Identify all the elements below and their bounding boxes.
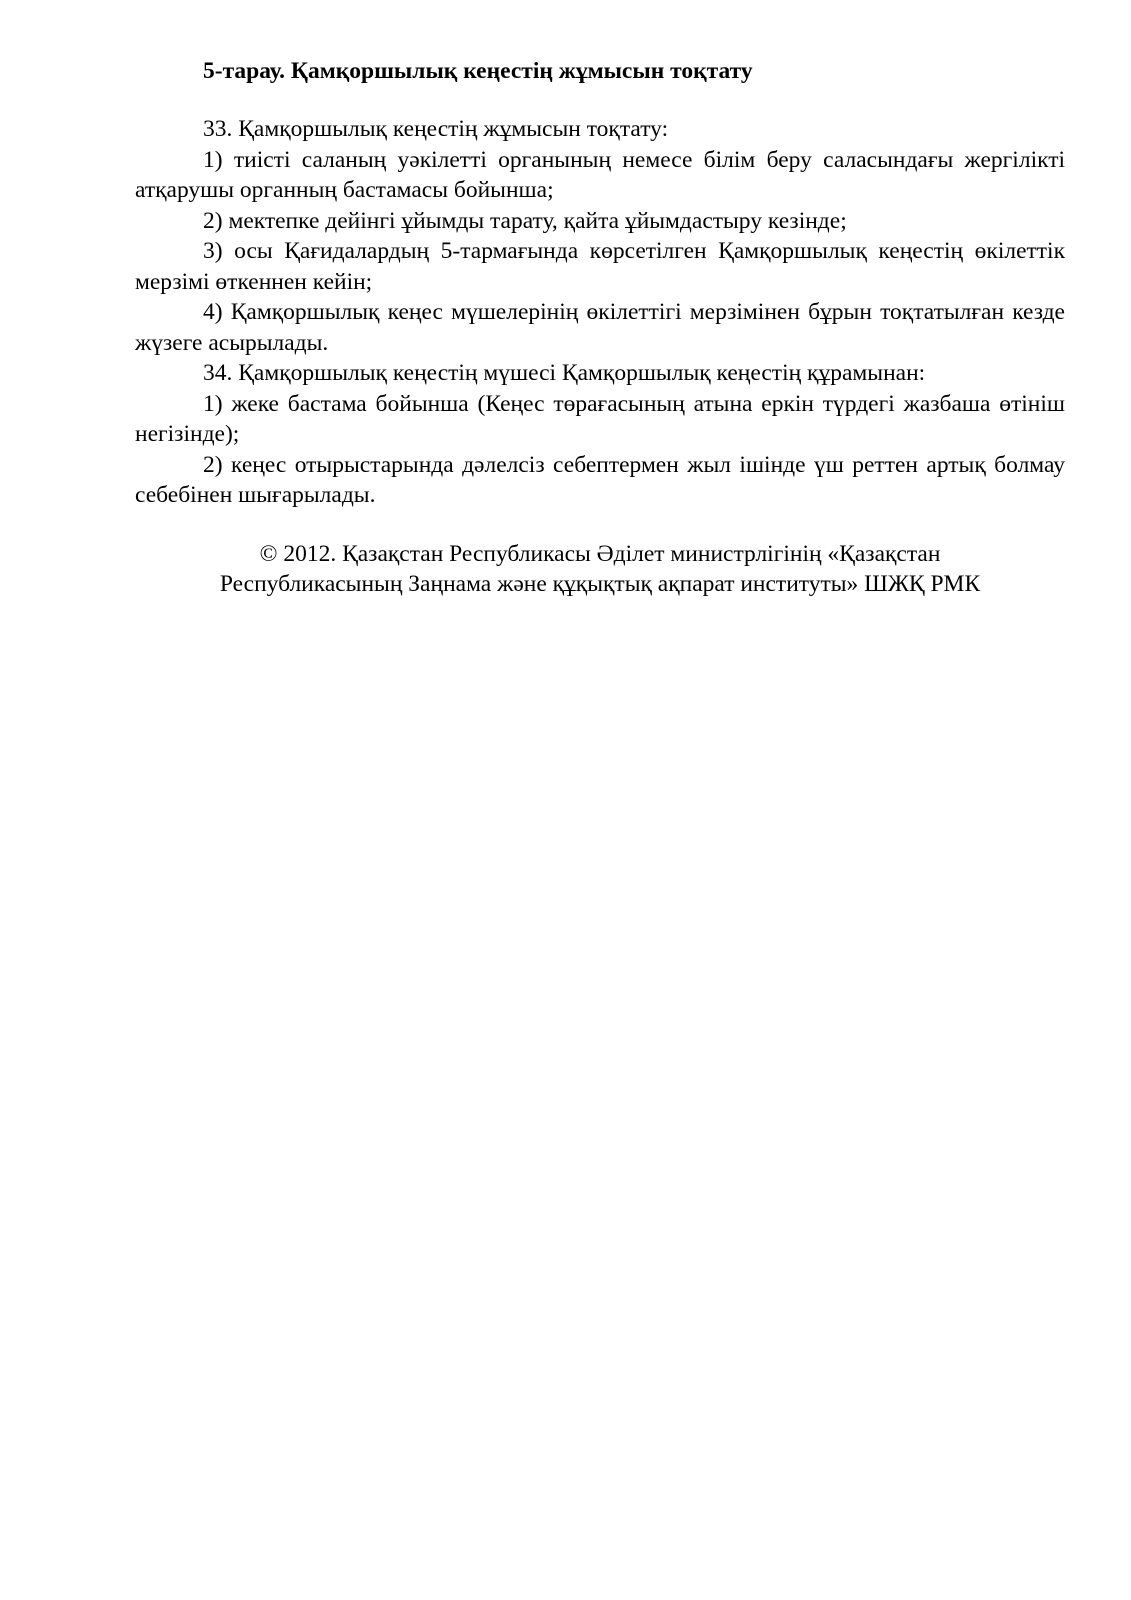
paragraph-34-item-2: 2) кеңес отырыстарында дәлелсіз себептермен жыл ішінде үш реттен артық болмау себебінен шығарылады. xyxy=(135,451,1065,508)
paragraph-33-item-3: 3) осы Қағидалардың 5-тармағында көрсетілген Қамқоршылық кеңестің өкілеттік мерзімі өткеннен кейін; xyxy=(135,238,1065,295)
chapter-title: 5-тарау. Қамқоршылық кеңестің жұмысын тоқтату xyxy=(203,58,753,84)
paragraph-34-item-1: 1) жеке бастама бойынша (Кеңес төрағасының атына еркін түрдегі жазбаша өтініш негізінде); xyxy=(135,390,1065,447)
paragraph-33-item-1: 1) тиісті саланың уәкілетті органының немесе білім беру саласындағы жергілікті атқарушы органның бастамасы бойынша; xyxy=(135,146,1065,203)
paragraph-33-item-2: 2) мектепке дейінгі ұйымды тарату, қайта ұйымдастыру кезінде; xyxy=(203,207,847,234)
document-content xyxy=(135,56,1065,600)
copyright-footer xyxy=(135,539,1065,600)
copyright-line-1: © 2012. Қазақстан Республикасы Әділет министрлігінің «Қазақстан xyxy=(259,540,941,567)
paragraph-33: 33. Қамқоршылық кеңестің жұмысын тоқтату: xyxy=(203,116,669,142)
paragraph-34: 34. Қамқоршылық кеңестің мүшесі Қамқоршылық кеңестің құрамынан: xyxy=(203,360,926,386)
copyright-line-2: Республикасының Заңнама және құқықтық ақпарат институты» ШЖҚ РМК xyxy=(219,571,981,597)
paragraph-33-item-4: 4) Қамқоршылық кеңес мүшелерінің өкілеттігі мерзімінен бұрын тоқтатылған кезде жүзеге асырылады. xyxy=(135,299,1065,356)
